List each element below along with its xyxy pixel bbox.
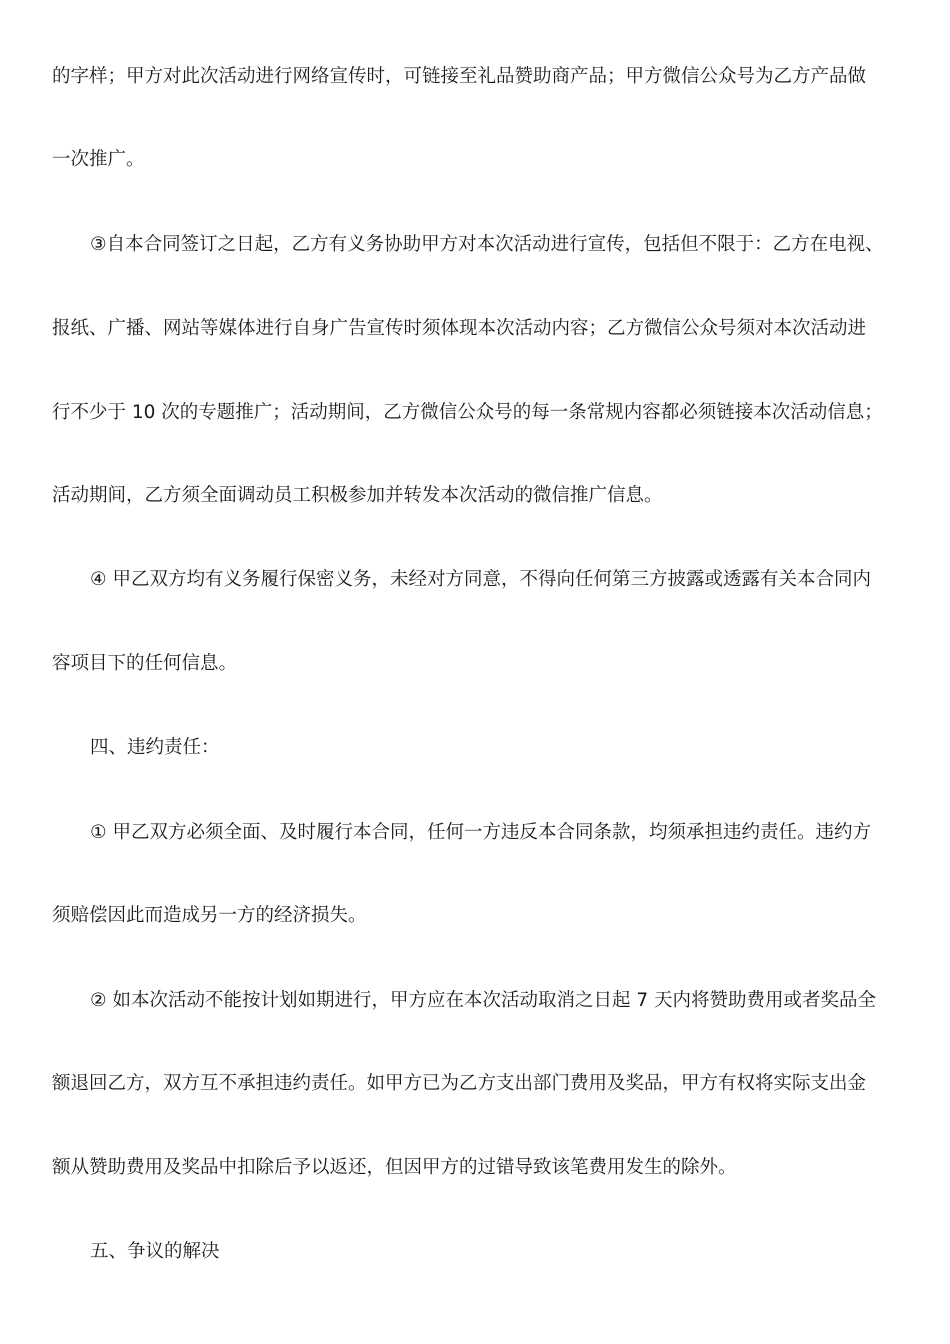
paragraph-line: 活动期间，乙方须全面调动员工积极参加并转发本次活动的微信推广信息。: [52, 485, 663, 506]
paragraph-line: ② 如本次活动不能按计划如期进行，甲方应在本次活动取消之日起 7 天内将赞助费用或者奖品全: [90, 990, 877, 1011]
paragraph-line: 容项目下的任何信息。: [52, 653, 238, 674]
paragraph-line: 的字样；甲方对此次活动进行网络宣传时，可链接至礼品赞助商产品；甲方微信公众号为乙方产品做: [52, 66, 867, 87]
section-heading: 四、违约责任：: [90, 737, 220, 758]
section-heading: 五、争议的解决: [90, 1241, 220, 1262]
paragraph-line: 报纸、广播、网站等媒体进行自身广告宣传时须体现本次活动内容；乙方微信公众号须对本次活动进: [52, 318, 867, 339]
paragraph-line: 额退回乙方，双方互不承担违约责任。如甲方已为乙方支出部门费用及奖品，甲方有权将实际支出金: [52, 1073, 867, 1094]
paragraph-line: 须赔偿因此而造成另一方的经济损失。: [52, 905, 367, 926]
paragraph-line: ④ 甲乙双方均有义务履行保密义务，未经对方同意，不得向任何第三方披露或透露有关本合同内: [90, 569, 871, 590]
paragraph-line: 行不少于 10 次的专题推广；活动期间，乙方微信公众号的每一条常规内容都必须链接本次活动信息；: [52, 402, 883, 423]
paragraph-line: 额从赞助费用及奖品中扣除后予以返还，但因甲方的过错导致该笔费用发生的除外。: [52, 1157, 737, 1178]
paragraph-line: ① 甲乙双方必须全面、及时履行本合同，任何一方违反本合同条款，均须承担违约责任。违约方: [90, 822, 871, 843]
paragraph-line: ③自本合同签订之日起，乙方有义务协助甲方对本次活动进行宣传，包括但不限于：乙方在电视、: [90, 234, 884, 255]
paragraph-line: 一次推广。: [52, 149, 145, 170]
